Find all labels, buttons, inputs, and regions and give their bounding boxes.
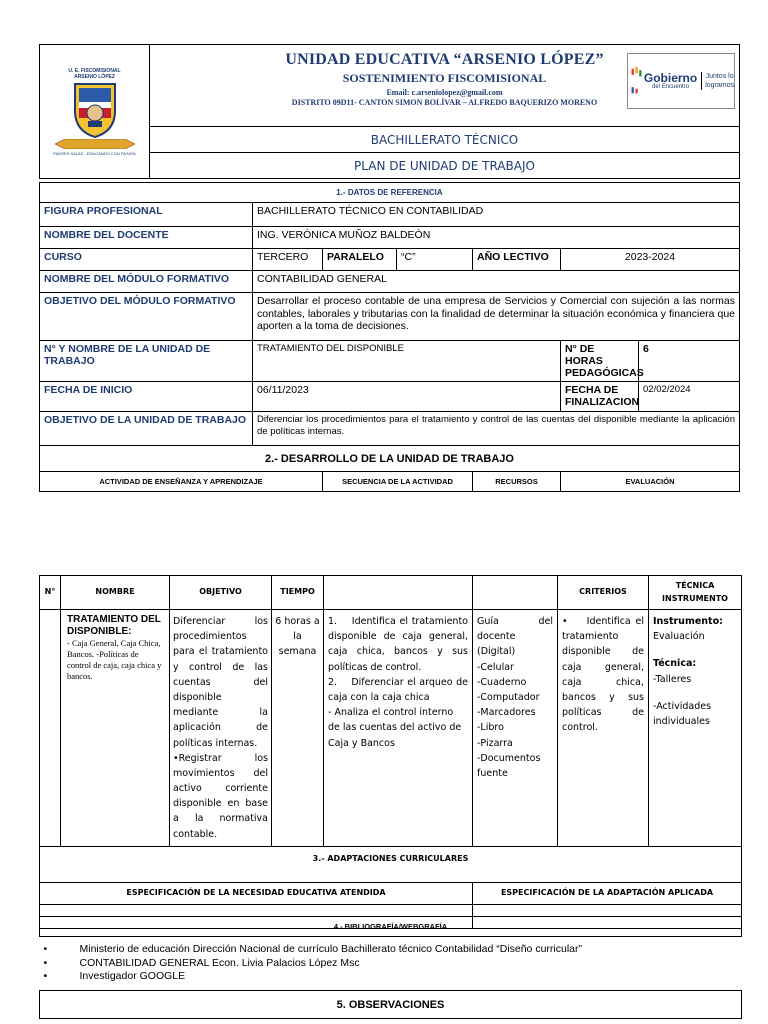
- school-support: SOSTENIMIENTO FISCOMISIONAL: [342, 71, 547, 85]
- bibliografia-item: [44, 957, 742, 971]
- tecnica-cell: [649, 610, 742, 847]
- inicio-value: 06/11/2023: [253, 382, 561, 412]
- gov-colors-icon: [630, 61, 644, 101]
- curso-label: CURSO: [40, 249, 253, 271]
- col-tiempo: TIEMPO: [272, 576, 324, 610]
- school-logo: [40, 68, 149, 156]
- logo-top-text: U. E. FISCOMISIONAL: [68, 67, 121, 74]
- figura-value: BACHILLERATO TÉCNICO EN CONTABILIDAD: [253, 203, 740, 227]
- anio-value: 2023-2024: [561, 249, 740, 271]
- tecnica-label: Técnica:: [653, 658, 697, 670]
- bibliografia-item-text: CONTABILIDAD GENERAL Econ. Livia Palacios López Msc: [79, 956, 360, 969]
- secuencia-item-1: 1. Identifica el tratamiento disponible de caja general, caja chica, bancos y sus políticas de control.: [328, 616, 468, 673]
- objetivo-text: Diferenciar los procedimientos para el tratamiento y control de las cuentas del disponible mediante la aplicación de políticas internas.: [173, 616, 268, 749]
- anio-label: AÑO LECTIVO: [473, 249, 561, 271]
- activity-table: [39, 575, 742, 929]
- horas-value: 6: [639, 341, 740, 382]
- bibliografia-list: [40, 937, 742, 991]
- bibliografia-item: [44, 943, 742, 957]
- col-tecnica: TÉCNICA INSTRUMENTO: [649, 576, 742, 610]
- fin-label: FECHA DE FINALIZACION: [561, 382, 639, 412]
- docente-label: NOMBRE DEL DOCENTE: [40, 227, 253, 249]
- gov-slogan: Juntos lo logramos: [705, 72, 734, 89]
- col-secuencia-blank: [324, 576, 473, 610]
- col-criterios: CRITERIOS: [558, 576, 649, 610]
- recurso-item: Guía del docente (Digital): [477, 616, 553, 658]
- tiempo-cell: 6 horas a la semana: [272, 610, 324, 847]
- logo-motto-text: PADRES SALAS - EDUCANDO CON PASIÓN: [53, 150, 136, 156]
- paralelo-label: PARALELO: [323, 249, 397, 271]
- bibliografia-item: [44, 970, 742, 984]
- school-name: UNIDAD EDUCATIVA “ARSENIO LÓPEZ”: [285, 51, 604, 68]
- shield-icon: [72, 81, 118, 139]
- logo-ribbon-icon: [53, 139, 137, 149]
- recurso-item: -Documentos fuente: [477, 752, 541, 779]
- bullet-icon: •: [43, 970, 48, 983]
- secuencia-cell: [324, 610, 473, 847]
- objetivo-unidad-label: OBJETIVO DE LA UNIDAD DE TRABAJO: [40, 412, 253, 446]
- criterios-cell: • Identifica el tratamiento disponible de caja general, caja chica, bancos y sus políticas de control.: [558, 610, 649, 847]
- objetivo-text-2: •Registrar los movimientos del activo corriente disponible en base a la normativa contable.: [173, 752, 268, 840]
- bibliografia-title: 4.- BIBLIOGRAFÍA/WEBGRAFÍA: [40, 917, 742, 937]
- col-secuencia: SECUENCIA DE LA ACTIVIDAD: [323, 472, 473, 492]
- tecnica-value: -Talleres: [653, 673, 692, 685]
- bibliografia-item-text: Ministerio de educación Dirección Nacional de currículo Bachillerato técnico Contabilidad “Diseño curricular”: [79, 943, 582, 956]
- secuencia-item-2: 2. Diferenciar el arqueo de caja con la caja chica: [328, 676, 468, 703]
- school-info: [150, 45, 740, 127]
- inicio-label: FECHA DE INICIO: [40, 382, 253, 412]
- reference-data-table: [39, 182, 740, 492]
- instrumento-label: Instrumento:: [653, 616, 723, 627]
- unidad-value: TRATAMIENTO DEL DISPONIBLE: [253, 341, 561, 382]
- nombre-title: TRATAMIENTO DEL DISPONIBLE:: [67, 614, 161, 637]
- col-nombre: NOMBRE: [61, 576, 170, 610]
- recurso-item: -Cuaderno: [477, 676, 527, 688]
- gov-word: Gobierno: [643, 71, 698, 85]
- docente-value: ING. VERÓNICA MUÑOZ BALDEÓN: [253, 227, 740, 249]
- curso-value: TERCERO: [253, 249, 323, 271]
- school-district: DISTRITO 09D11- CANTON SIMON BOLÍVAR – ALFREDO BAQUERIZO MORENO: [291, 98, 598, 107]
- instrumento-value: Evaluación: [653, 631, 705, 643]
- bullet-icon: •: [43, 943, 48, 956]
- objetivo-cell: [170, 610, 272, 847]
- figura-label: FIGURA PROFESIONAL: [40, 203, 253, 227]
- row-n: [40, 610, 61, 847]
- objetivo-modulo-value: Desarrollar el proceso contable de una empresa de Servicios y Comercial con sujeción a las normas contables, laborales y tributarias con la finalidad de determinar la situación económica y financiera que aporten a la toma de decisiones.: [253, 293, 740, 341]
- document-header: [39, 44, 740, 179]
- paralelo-value: “C”: [397, 249, 473, 271]
- school-logo-cell: [40, 45, 150, 179]
- nombre-cell: [61, 610, 170, 847]
- fin-value: 02/02/2024: [639, 382, 740, 412]
- section-1-title: 1.- DATOS DE REFERENCIA: [40, 183, 740, 203]
- col-recursos: RECURSOS: [473, 472, 561, 492]
- recurso-item: -Marcadores: [477, 707, 536, 719]
- bibliografia-item-text: Investigador GOOGLE: [79, 970, 186, 983]
- recurso-item: -Computador: [477, 691, 540, 703]
- recurso-item: -Libro: [477, 722, 504, 734]
- observaciones-title: 5. OBSERVACIONES: [40, 991, 742, 1019]
- bibliography-table: [39, 916, 742, 1019]
- tecnica-value: -Actividades individuales: [653, 700, 712, 727]
- school-email: Email: c.arseniolopez@gmail.com: [386, 88, 503, 97]
- modulo-label: NOMBRE DEL MÓDULO FORMATIVO: [40, 271, 253, 293]
- col-evaluacion: EVALUACIÓN: [561, 472, 740, 492]
- col-actividad: ACTIVIDAD DE ENSEÑANZA Y APRENDIZAJE: [40, 472, 323, 492]
- objetivo-modulo-label: OBJETIVO DEL MÓDULO FORMATIVO: [40, 293, 253, 341]
- col-n: N°: [40, 576, 61, 610]
- horas-label: N° DE HORAS PEDAGÓGICAS: [561, 341, 639, 382]
- necesidad-label: ESPECIFICACIÓN DE LA NECESIDAD EDUCATIVA ATENDIDA: [40, 882, 473, 904]
- recurso-item: -Celular: [477, 661, 514, 673]
- recurso-item: -Pizarra: [477, 737, 513, 749]
- bachillerato-title: BACHILLERATO TÉCNICO: [150, 127, 740, 153]
- gov-sub: del Encuentro: [652, 84, 690, 90]
- col-recursos-blank: [473, 576, 558, 610]
- gov-logo: [627, 53, 735, 109]
- plan-title: PLAN DE UNIDAD DE TRABAJO: [150, 153, 740, 179]
- bullet-icon: •: [43, 956, 48, 969]
- adaptaciones-title: 3.- ADAPTACIONES CURRICULARES: [40, 846, 742, 882]
- objetivo-unidad-value: Diferenciar los procedimientos para el tratamiento y control de las cuentas del disponible mediante la aplicación de políticas internas.: [253, 412, 740, 446]
- nombre-items: - Caja General, Caja Chica, Bancos. -Políticas de control de caja, caja chica y bancos.: [67, 638, 162, 682]
- logo-name-text: ARSENIO LÓPEZ: [74, 73, 115, 80]
- unidad-label: N° Y NOMBRE DE LA UNIDAD DE TRABAJO: [40, 341, 253, 382]
- section-2-title: 2.- DESARROLLO DE LA UNIDAD DE TRABAJO: [40, 446, 740, 472]
- secuencia-item-3: - Analiza el control interno de las cuentas del activo de Caja y Bancos: [328, 707, 462, 749]
- recursos-cell: [473, 610, 558, 847]
- modulo-value: CONTABILIDAD GENERAL: [253, 271, 740, 293]
- col-objetivo: OBJETIVO: [170, 576, 272, 610]
- adaptacion-label: ESPECIFICACIÓN DE LA ADAPTACIÓN APLICADA: [473, 882, 742, 904]
